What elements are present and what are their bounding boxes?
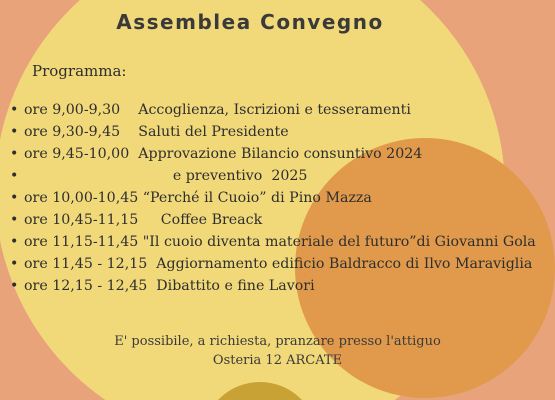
program-item-text: ore 9,00-9,30 Accoglienza, Iscrizioni e tesseramenti bbox=[24, 102, 411, 118]
bullet-icon: • bbox=[10, 168, 19, 184]
restaurant-name: Osteria 12 ARCATE bbox=[212, 353, 343, 368]
bullet-icon: • bbox=[10, 212, 19, 228]
program-item bbox=[10, 187, 555, 209]
bullet-icon: • bbox=[10, 256, 19, 272]
program-item-text: ore 11,45 - 12,15 Aggiornamento edificio Baldracco di Ilvo Maraviglia bbox=[24, 256, 533, 272]
program-item-text: ore 12,15 - 12,45 Dibattito e fine Lavori bbox=[24, 278, 315, 294]
page-title: Assemblea Convegno bbox=[116, 10, 384, 34]
program-item-text: ore 9,45-10,00 Approvazione Bilancio consuntivo 2024 bbox=[24, 146, 423, 162]
program-item bbox=[10, 231, 555, 253]
program-item bbox=[10, 99, 555, 121]
program-item bbox=[10, 165, 555, 187]
program-item bbox=[10, 275, 555, 297]
program-item-text: ore 10,00-10,45 “Perché il Cuoio” di Pino Mazza bbox=[24, 190, 372, 206]
bullet-icon: • bbox=[10, 102, 19, 118]
bullet-icon: • bbox=[10, 146, 19, 162]
bullet-icon: • bbox=[10, 278, 19, 294]
section-label: Programma: bbox=[32, 62, 127, 80]
program-item-text: ore 10,45-11,15 Coffee Breack bbox=[24, 212, 263, 228]
lunch-note-line: E' possibile, a richiesta, pranzare presso l'attiguo bbox=[114, 334, 441, 349]
bullet-icon: • bbox=[10, 190, 19, 206]
program-item bbox=[10, 143, 555, 165]
program-item-text: e preventivo 2025 bbox=[24, 168, 308, 184]
program-item-text: ore 11,15-11,45 "Il cuoio diventa materiale del futuro”di Giovanni Gola bbox=[24, 234, 536, 250]
bullet-icon: • bbox=[10, 234, 19, 250]
program-item bbox=[10, 209, 555, 231]
program-list bbox=[10, 99, 555, 297]
lunch-note bbox=[0, 332, 555, 370]
bullet-icon: • bbox=[10, 124, 19, 140]
program-item bbox=[10, 121, 555, 143]
program-item-text: ore 9,30-9,45 Saluti del Presidente bbox=[24, 124, 289, 140]
program-item bbox=[10, 253, 555, 275]
